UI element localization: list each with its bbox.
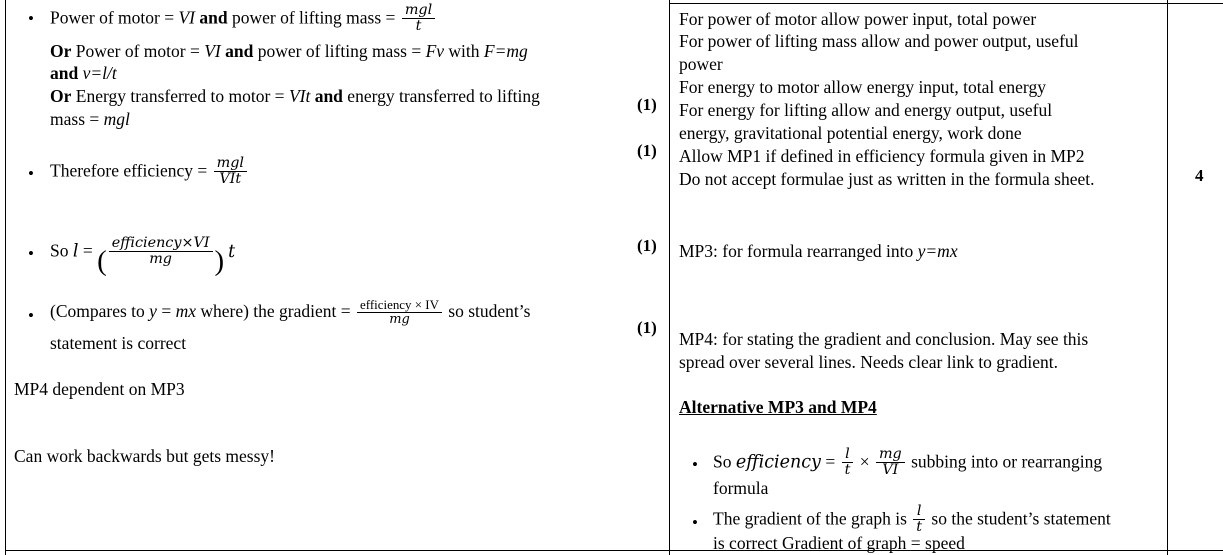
text-segment: = [156, 300, 176, 321]
table-border-bottom [5, 550, 1223, 551]
answer-line [50, 156, 249, 188]
mark-one: (1) [637, 318, 657, 337]
text-segment: so the student’s statement [927, 508, 1111, 529]
answer-line [50, 332, 186, 355]
left-paren: ( [97, 244, 107, 277]
text-segment: power of lifting mass = [231, 7, 400, 28]
bullet-marker: • [28, 244, 34, 263]
answer-line [50, 62, 117, 85]
text-segment: Fv [425, 41, 445, 61]
text-segment: Or [50, 86, 72, 106]
text-segment: and [310, 86, 348, 106]
text-segment: F=mg [483, 41, 528, 61]
text-segment: y=mx [917, 241, 958, 261]
answer-line [50, 298, 530, 327]
bullet-marker: • [28, 9, 34, 28]
text-segment: and [220, 41, 258, 61]
guidance-mp3-note [679, 240, 958, 263]
answer-line [50, 85, 540, 108]
fraction-mgl-over-vit: $\frac{\text{mgl}}{\text{VIt}}$ [214, 156, 247, 188]
text-segment: The gradient of the graph is [713, 508, 912, 529]
answer-line [50, 40, 528, 63]
guidance-line: For energy to motor allow energy input, total energy [679, 77, 1046, 97]
text-segment: efficiency [735, 452, 821, 473]
guidance-line: energy, gravitational potential energy, work done [679, 123, 1022, 143]
bullet-marker: • [28, 164, 34, 183]
text-segment: VI [178, 7, 195, 28]
alternative-line: formula [713, 478, 769, 498]
text-segment: VI [204, 41, 221, 61]
text-segment: Therefore efficiency = [50, 160, 212, 181]
bullet-marker: • [28, 306, 34, 325]
text-segment: Or [50, 41, 72, 61]
guidance-mp4-note: MP4: for stating the gradient and conclusion. May see this [679, 329, 1089, 349]
text-segment: Power of motor = [71, 41, 205, 61]
mark-one: (1) [637, 141, 657, 160]
text-segment: y [149, 300, 157, 321]
text-segment: power of lifting mass = [257, 41, 426, 61]
bullet-marker: • [692, 513, 698, 532]
text-segment: Energy transferred to motor = [71, 86, 289, 106]
guidance-line: For power of motor allow power input, total power [679, 9, 1037, 29]
note-backwards: Can work backwards but gets messy! [14, 446, 275, 466]
answer-line [50, 3, 437, 35]
text-segment: So [713, 451, 736, 472]
text-segment: v=l/t [82, 63, 117, 83]
mark-one: (1) [637, 95, 657, 114]
fraction-mgl-over-t: $\frac{\text{mgl}}{t}$ [402, 3, 435, 35]
fraction-mg-over-vi: $\frac{mg}{VI}$ [876, 447, 905, 479]
text-segment: Power of motor = [50, 7, 179, 28]
text-segment: with [444, 41, 484, 61]
fraction-efficiency-iv-over-mg: $\frac{\text{efficiency × IV}}{mg}$ [357, 298, 442, 327]
alternative-line [713, 447, 1102, 479]
guidance-line: For power of lifting mass allow and power output, useful [679, 31, 1079, 51]
text-segment: energy transferred to lifting [347, 86, 540, 106]
text-segment: So [50, 240, 73, 261]
text-segment: × [855, 451, 874, 472]
alternative-heading: Alternative MP3 and MP4 [679, 397, 877, 417]
fraction-l-over-t: $\frac{l}{t}$ [913, 504, 925, 536]
guidance-line: Do not accept formulae just as written in the formula sheet. [679, 169, 1095, 189]
answer-line [50, 108, 130, 131]
guidance-line: For energy for lifting allow and energy output, useful [679, 100, 1053, 120]
text-segment: where) the gradient = [195, 300, 356, 321]
guidance-column [670, 4, 1166, 553]
total-marks: 4 [1195, 166, 1204, 185]
note-mp4-dependency: MP4 dependent on MP3 [14, 379, 185, 399]
answer-column [6, 0, 668, 550]
bullet-marker: • [692, 455, 698, 474]
text-segment: l [72, 241, 79, 262]
text-segment: mass = [50, 109, 104, 129]
text-segment: = [78, 240, 98, 261]
right-paren: ) [214, 244, 225, 277]
guidance-line: Allow MP1 if defined in efficiency formula given in MP2 [679, 146, 1085, 166]
text-segment: subbing into or rearranging [906, 451, 1103, 472]
text-segment: MP3: for formula rearranged into [679, 241, 918, 261]
text-segment: (Compares to [50, 300, 150, 321]
mark-one: (1) [637, 236, 657, 255]
fraction-l-over-t: $\frac{l}{t}$ [842, 447, 854, 479]
text-segment: and [195, 7, 232, 28]
text-segment: mx [175, 300, 196, 321]
text-segment: statement is correct [50, 333, 187, 353]
text-segment: t [228, 241, 236, 262]
answer-line [50, 235, 236, 277]
alternative-line: is correct Gradient of graph = speed [713, 533, 965, 553]
guidance-line: power [679, 54, 723, 74]
text-segment: so student’s [443, 300, 531, 321]
text-segment: = [820, 451, 840, 472]
text-segment: mgl [103, 109, 130, 129]
guidance-mp4-note: spread over several lines. Needs clear link to gradient. [679, 352, 1059, 372]
fraction-efficiency-vi-over-mg: $\frac{\text{efficiency×VI}}{mg}$ [109, 236, 213, 268]
marks-column [1168, 0, 1223, 550]
text-segment: and [50, 63, 83, 83]
text-segment: VIt [288, 86, 311, 106]
